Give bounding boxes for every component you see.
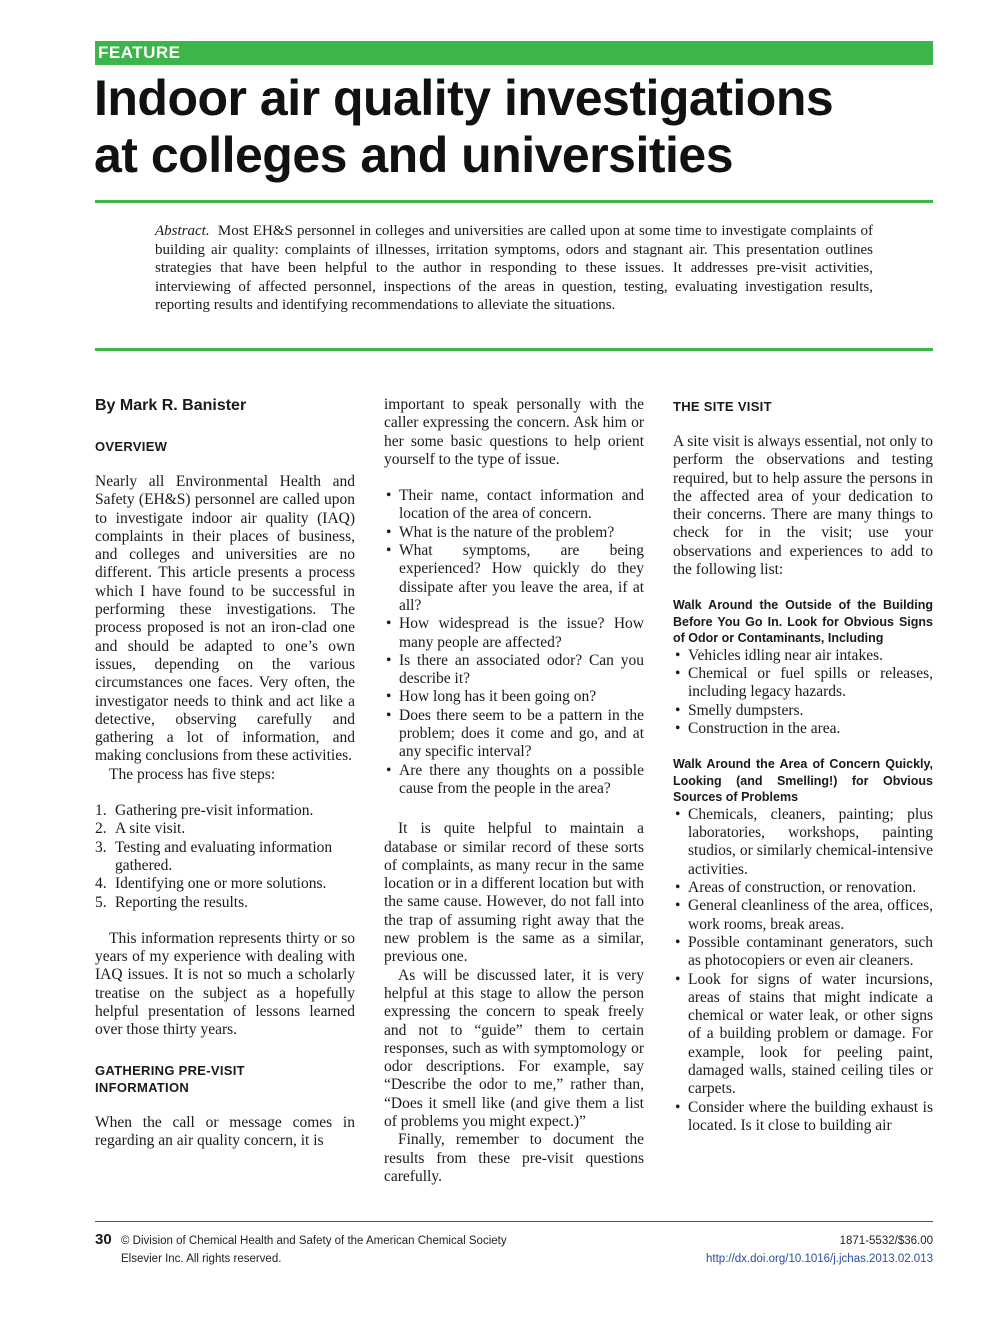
footer-divider xyxy=(95,1221,933,1222)
concern-subheading: Walk Around the Area of Concern Quickly, Looking (and Smelling!) for Obvious Sources of Problems xyxy=(673,757,933,805)
list-item: • Their name, contact information and location of the area of concern. xyxy=(384,487,644,524)
issn-price: 1871-5532/$36.00 xyxy=(839,1235,933,1247)
copyright-line-2: Elsevier Inc. All rights reserved. xyxy=(121,1253,282,1265)
database-paragraph: It is quite helpful to maintain a database or similar record of these sorts of complaints, as many recur in the same location or in a different location but with the same cause. However, do not fall into the trap of assuming right away that the new problem is the same as a similar, previous one. xyxy=(384,820,644,966)
divider-top xyxy=(95,200,933,203)
section-label: FEATURE xyxy=(98,43,181,62)
site-visit-paragraph: A site visit is always essential, not only to perform the observations and testing required, but to help assure the persons in the affected area of your dedication to their concerns. There are many things to check for in the visit; use your observations and experiences to add to the following list: xyxy=(673,433,933,579)
overview-heading: OVERVIEW xyxy=(95,439,168,454)
gathering-heading: GATHERING PRE-VISIT INFORMATION xyxy=(95,1062,245,1095)
outside-list xyxy=(673,647,933,738)
continued-paragraph: important to speak personally with the caller expressing the concern. Ask him or her some basic questions to help orient yourself to the type of issue. xyxy=(384,396,644,468)
list-item: • Is there an associated odor? Can you describe it? xyxy=(384,652,644,689)
list-item: • What is the nature of the problem? xyxy=(384,524,644,542)
list-item: • General cleanliness of the area, offices, work rooms, break areas. xyxy=(673,897,933,934)
list-item: • Areas of construction, or renovation. xyxy=(673,879,933,897)
list-item: 1. Gathering pre-visit information. xyxy=(95,802,314,820)
article-title xyxy=(94,70,944,184)
gathering-paragraph: When the call or message comes in regarding an air quality concern, it is xyxy=(95,1113,355,1149)
experience-paragraph: This information represents thirty or so years of my experience with dealing with IAQ issues. It is not so much a scholarly treatise on the subject as a hopefully helpful presentation of lessons learned over those thirty years. xyxy=(95,929,355,1039)
list-item: • Look for signs of water incursions, areas of stains that might indicate a chemical or water leak, or other signs of a building problem or damage. For example, look for peeling paint, damaged walls, stained ceiling tiles or carpets. xyxy=(673,971,933,1099)
copyright-line-1: © Division of Chemical Health and Safety of the American Chemical Society xyxy=(121,1235,507,1247)
doi-link[interactable]: http://dx.doi.org/10.1016/j.jchas.2013.02.013 xyxy=(706,1253,933,1265)
list-item: • Possible contaminant generators, such as photocopiers or even air cleaners. xyxy=(673,934,933,971)
column-3 xyxy=(673,396,933,1135)
list-item: • What symptoms, are being experienced? How quickly do they dissipate after you leave the area, if at all? xyxy=(384,542,644,615)
abstract-text: Most EH&S personnel in colleges and universities are called upon at some time to investigate complaints of building air quality: complaints of illnesses, irritation symptoms, odors and stagnant air. This presentation outlines strategies that have been helpful to the author in responding to these issues. It addresses pre-visit activities, interviewing of affected personnel, inspections of the areas in question, testing, evaluating investigation results, reporting results and identifying recommendations to alleviate the situations. xyxy=(155,223,873,313)
list-item: • How long has it been going on? xyxy=(384,688,644,706)
site-visit-heading: THE SITE VISIT xyxy=(673,399,772,414)
questions-list xyxy=(384,487,644,798)
list-item: • Chemicals, cleaners, painting; plus laboratories, workshops, painting studios, or similarly chemical-intensive activities. xyxy=(673,806,933,879)
steps-list xyxy=(95,802,355,912)
list-item: • Vehicles idling near air intakes. xyxy=(673,647,933,665)
feature-banner xyxy=(95,41,933,65)
list-item: • Consider where the building exhaust is located. Is it close to building air xyxy=(673,1099,933,1136)
list-item: • How widespread is the issue? How many people are affected? xyxy=(384,615,644,652)
abstract xyxy=(155,222,873,315)
list-item: • Chemical or fuel spills or releases, including legacy hazards. xyxy=(673,665,933,702)
discussed-paragraph: As will be discussed later, it is very helpful at this stage to allow the person expressing the concern to speak freely and not to “guide” them to certain responses, such as with symptomology or odor descriptions. For example, say “Describe the odor to me,” rather than, “Does it smell like (and give them a list of problems you might expect.)” xyxy=(384,966,644,1130)
finally-paragraph: Finally, remember to document the results from these pre-visit questions carefully. xyxy=(384,1131,644,1185)
overview-paragraph: Nearly all Environmental Health and Safety (EH&S) personnel are called upon to investigate indoor air quality (IAQ) complaints in their places of business, and colleges and universities are no different. This article presents a process which I have found to be successful in performing these investigations. The process proposed is not an iron-clad one and should be adapted to one’s own issues, depending on the various circumstances one faces. Very often, the investigator needs to think and act like a detective, observing carefully and gathering a lot of information, and making conclusions from these activities. xyxy=(95,473,355,765)
list-item: 2. A site visit. xyxy=(95,820,186,838)
concern-list xyxy=(673,806,933,1135)
author-byline: By Mark R. Banister xyxy=(95,397,247,414)
divider-bottom xyxy=(95,348,933,351)
list-item: • Does there seem to be a pattern in the problem; does it come and go, and at any specific interval? xyxy=(384,707,644,762)
copyright-notice xyxy=(121,1232,551,1268)
title-line-1: Indoor air quality investigations xyxy=(94,70,834,126)
abstract-label: Abstract. xyxy=(155,223,210,239)
column-2 xyxy=(384,396,644,1186)
list-item: • Are there any thoughts on a possible cause from the people in the area? xyxy=(384,762,644,799)
list-item: 4. Identifying one or more solutions. xyxy=(95,875,327,893)
list-item: • Smelly dumpsters. xyxy=(673,702,933,720)
page-number: 30 xyxy=(95,1231,112,1248)
column-1 xyxy=(95,396,355,1150)
list-item: • Construction in the area. xyxy=(673,720,933,738)
outside-subheading: Walk Around the Outside of the Building Before You Go In. Look for Obvious Signs of Odor or Contaminants, Including xyxy=(673,598,933,646)
steps-intro: The process has five steps: xyxy=(109,765,276,783)
list-item: 3. Testing and evaluating information gathered. xyxy=(95,838,333,874)
list-item: 5. Reporting the results. xyxy=(95,893,249,911)
title-line-2: at colleges and universities xyxy=(94,127,734,183)
